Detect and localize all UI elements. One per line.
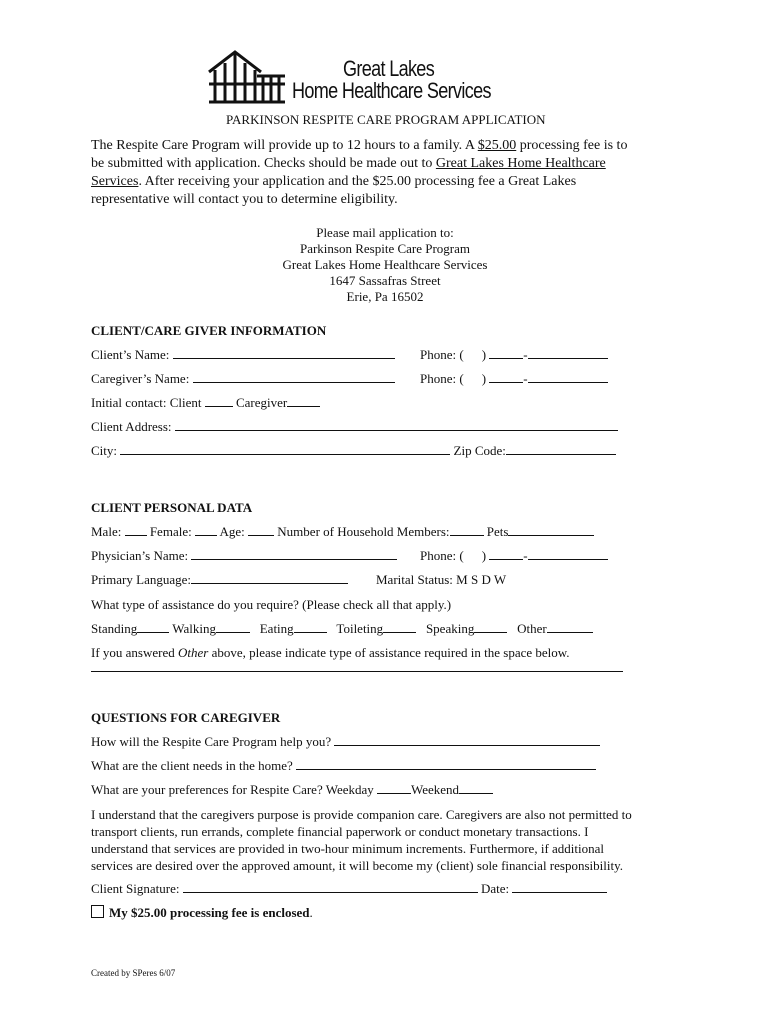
caregiver-name-field[interactable] xyxy=(193,371,395,383)
mailing-address: Please mail application to: Parkinson Respite Care Program Great Lakes Home Healthcare Services 1647 Sassafras Street Erie, Pa 16502 xyxy=(282,225,488,304)
household-members-field[interactable] xyxy=(450,524,484,536)
initial-contact-client-field[interactable] xyxy=(205,395,233,407)
primary-language-field[interactable] xyxy=(191,572,348,584)
caregiver-phone-number-field[interactable] xyxy=(528,371,608,383)
fee-enclosed-label: My $25.00 processing fee is enclosed xyxy=(109,905,310,920)
logo-line-1: Great Lakes xyxy=(343,56,435,81)
disclaimer-line-4: services are desired over the approved amount, it will become my (client) sole financial responsibility. xyxy=(91,858,623,873)
initial-contact-row: Initial contact: Client Caregiver xyxy=(91,395,320,411)
client-phone-area-field[interactable] xyxy=(489,347,523,359)
caregiver-phone-row: Phone: ( ) - xyxy=(420,371,608,387)
question-1-field[interactable] xyxy=(334,734,600,746)
logo-line-2: Home Healthcare Services xyxy=(292,78,491,103)
walking-field[interactable] xyxy=(216,621,250,633)
city-field[interactable] xyxy=(120,443,450,455)
intro-line-1: The Respite Care Program will provide up to 12 hours to a family. A $25.00 processing fee is to xyxy=(91,138,628,153)
weekend-field[interactable] xyxy=(459,782,493,794)
house-fence-icon xyxy=(205,48,289,106)
fee-enclosed-checkbox[interactable] xyxy=(91,905,104,918)
caregiver-name-row xyxy=(91,371,395,387)
signature-row: Client Signature: Date: xyxy=(91,881,607,897)
client-address-field[interactable] xyxy=(175,419,618,431)
other-note: If you answered Other above, please indicate type of assistance required in the space below. xyxy=(91,645,570,660)
other-field[interactable] xyxy=(547,621,593,633)
physician-name-field[interactable] xyxy=(191,548,397,560)
question-2-row: What are the client needs in the home? xyxy=(91,758,596,774)
weekday-field[interactable] xyxy=(377,782,411,794)
fee-enclosed-row: My $25.00 processing fee is enclosed. xyxy=(91,905,313,921)
signature-date-field[interactable] xyxy=(512,881,607,893)
disclaimer-line-2: transport clients, run errands, complete financial paperwork or conduct monetary transactions. I xyxy=(91,824,589,839)
marital-status: Marital Status: M S D W xyxy=(376,572,507,587)
assistance-question: What type of assistance do you require? (Please check all that apply.) xyxy=(91,597,452,612)
pets-field[interactable] xyxy=(508,524,594,536)
question-2-field[interactable] xyxy=(296,758,596,770)
client-name-row xyxy=(91,347,395,363)
eating-field[interactable] xyxy=(294,621,327,633)
disclaimer-line-3: understand that services are provided in two-hour minimum increments. Furthermore, if additional xyxy=(91,841,605,856)
physician-phone-area-field[interactable] xyxy=(489,548,523,560)
speaking-field[interactable] xyxy=(474,621,507,633)
section-heading-caregiver-questions: QUESTIONS FOR CAREGIVER xyxy=(91,710,281,725)
disclaimer-line-1: I understand that the caregivers purpose is provide companion care. Caregivers are also not permitted to xyxy=(91,807,632,822)
intro-line-3: Services. After receiving your application and the $25.00 processing fee a Great Lakes xyxy=(91,174,577,189)
city-zip-row: City: Zip Code: xyxy=(91,443,616,459)
caregiver-name-label: Caregiver’s Name: xyxy=(91,371,190,386)
question-3-row: What are your preferences for Respite Care? Weekday Weekend xyxy=(91,782,493,798)
fee-amount: $25.00 xyxy=(477,138,517,153)
assistance-options-row: Standing Walking Eating Toileting Speaking Other xyxy=(91,621,593,637)
initial-contact-caregiver-field[interactable] xyxy=(287,395,320,407)
payee-name: Great Lakes Home Healthcare xyxy=(435,156,606,171)
standing-field[interactable] xyxy=(137,621,169,633)
female-field[interactable] xyxy=(195,524,217,536)
client-phone-row: Phone: ( ) - xyxy=(420,347,608,363)
form-title: PARKINSON RESPITE CARE PROGRAM APPLICATION xyxy=(226,112,546,127)
footer-credit: Created by SPeres 6/07 xyxy=(91,968,176,978)
zip-code-field[interactable] xyxy=(506,443,616,455)
physician-phone-number-field[interactable] xyxy=(528,548,608,560)
intro-line-2: be submitted with application. Checks should be made out to Great Lakes Home Healthcare xyxy=(91,156,606,171)
intro-line-4: representative will contact you to determine eligibility. xyxy=(91,192,398,207)
demographics-row: Male: Female: Age: Number of Household Members: Pets xyxy=(91,524,594,540)
client-name-label: Client’s Name: xyxy=(91,347,170,362)
caregiver-phone-area-field[interactable] xyxy=(489,371,523,383)
primary-language-row: Primary Language: xyxy=(91,572,348,588)
client-signature-field[interactable] xyxy=(183,881,478,893)
other-assistance-field[interactable] xyxy=(91,671,623,672)
question-1-row: How will the Respite Care Program help you? xyxy=(91,734,600,750)
physician-phone-row: Phone: ( ) - xyxy=(420,548,608,564)
section-heading-personal-data: CLIENT PERSONAL DATA xyxy=(91,500,253,515)
age-field[interactable] xyxy=(248,524,274,536)
section-heading-client-caregiver: CLIENT/CARE GIVER INFORMATION xyxy=(91,323,327,338)
toileting-field[interactable] xyxy=(383,621,416,633)
male-field[interactable] xyxy=(125,524,147,536)
client-address-row: Client Address: xyxy=(91,419,618,435)
physician-row: Physician’s Name: xyxy=(91,548,397,564)
client-name-field[interactable] xyxy=(173,347,395,359)
client-phone-number-field[interactable] xyxy=(528,347,608,359)
